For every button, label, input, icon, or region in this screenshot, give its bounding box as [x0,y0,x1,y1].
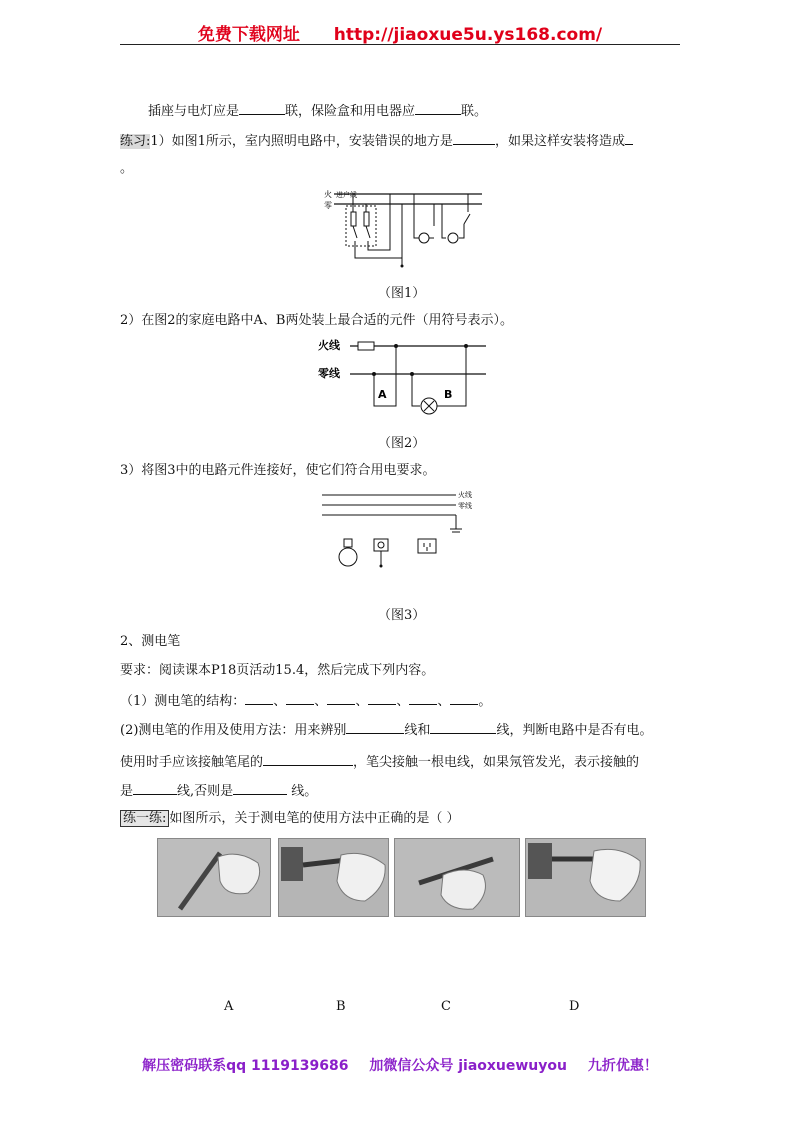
blank-2[interactable] [415,101,461,115]
header-url[interactable]: http://jiaoxue5u.ys168.com/ [333,25,603,45]
blank-q1-6[interactable] [450,691,478,705]
footer-qq: 解压密码联系qq 1119139686 [142,1058,349,1074]
photo-option-d[interactable] [525,838,646,917]
q4-text-a: 是 [120,784,134,799]
figure-1-diagram [322,186,488,272]
question-structure [120,691,491,711]
q2-text-c: 线，判断电路中是否有电。 [496,723,653,738]
practice-text: 如图所示，关于测电笔的使用方法中正确的是（ ） [169,811,460,826]
q3-text-a: 使用时手应该接触笔尾的 [120,755,264,770]
fig3-neutral-label: 零线 [458,502,472,510]
q2-text-a: (2)测电笔的作用及使用方法：用来辨别 [120,723,347,738]
fig2-live-label: 火线 [318,339,340,352]
fig1-meter-label: 进户线 [336,191,357,199]
figure-2-diagram [316,336,488,416]
figure-3-caption: （图3） [378,608,426,623]
figure-1-caption: （图1） [378,286,426,301]
fig2-neutral-label: 零线 [318,367,340,380]
q4-text-c: 线。 [287,784,318,799]
blank-1[interactable] [239,101,285,115]
section-2-requirement: 要求：阅读课本P18页活动15.4，然后完成下列内容。 [120,663,435,678]
q1-sep: 、 [355,694,369,709]
socket-question [148,101,487,121]
figure-2-caption: （图2） [378,436,426,451]
footer-discount: 九折优惠！ [587,1058,658,1074]
question-usage-3 [120,781,317,801]
q1-text: （1）测电笔的结构： [120,694,246,709]
blank-q1-2[interactable] [286,691,314,705]
figure-3-diagram [316,485,488,571]
blank-3[interactable] [453,131,495,145]
blank-q4-1[interactable] [133,781,177,795]
photo-option-b[interactable] [278,838,389,917]
fig1-neutral-label: 零 [324,201,332,210]
q1-sep: 、 [273,694,287,709]
socket-question-text-a: 插座与电灯应是 [148,104,240,119]
q3-text-b: ，笔尖接触一根电线，如果氖管发光，表示接触的 [353,755,640,770]
q4-text-b: 线,否则是 [177,784,234,799]
question-usage [120,720,652,740]
fig3-live-label: 火线 [458,491,472,499]
blank-q1-1[interactable] [245,691,273,705]
practice-label: 练一练: [120,810,169,827]
blank-q1-4[interactable] [368,691,396,705]
exercise-2: 2）在图2的家庭电路中A、B两处装上最合适的元件（用符号表示）。 [120,313,513,328]
blank-q1-5[interactable] [409,691,437,705]
fig1-live-label: 火 [324,190,332,199]
socket-question-text-b: 联，保险盒和用电器应 [285,104,416,119]
footer-wechat: 加微信公众号 jiaoxuewuyou [369,1058,567,1074]
fig2-slot-a: A [378,388,387,401]
blank-q1-3[interactable] [327,691,355,705]
header-site-name: 免费下载网址 [197,25,300,45]
option-c-label: C [441,999,451,1014]
q2-text-b: 线和 [404,723,431,738]
q1-sep: 、 [396,694,410,709]
option-b-label: B [336,999,346,1014]
blank-q2-2[interactable] [430,720,496,734]
option-d-label: D [569,999,580,1014]
exercise-1-text-a: 1）如图1所示，室内照明电路中，安装错误的地方是 [150,134,453,149]
exercise-3: 3）将图3中的电路元件连接好，使它们符合用电要求。 [120,463,436,478]
section-2-title: 2、测电笔 [120,634,181,649]
page-footer [0,1055,800,1075]
exercise-1 [120,131,633,151]
page-header [0,20,800,45]
question-usage-2 [120,752,639,772]
exercise-1-text-b: ，如果这样安装将造成 [494,134,625,149]
photo-option-c[interactable] [394,838,520,917]
fig2-slot-b: B [444,388,453,401]
exercise-1-end: 。 [120,161,134,176]
practice-question [120,810,460,828]
blank-q2-1[interactable] [346,720,404,734]
socket-question-text-c: 联。 [461,104,488,119]
q1-sep: 、 [314,694,328,709]
header-rule [120,44,680,45]
blank-q4-2[interactable] [233,781,287,795]
option-a-label: A [224,999,234,1014]
blank-4[interactable] [625,131,633,145]
photo-option-a[interactable] [157,838,271,917]
q1-end: 。 [478,694,492,709]
blank-q3[interactable] [263,752,353,766]
q1-sep: 、 [437,694,451,709]
exercise-label: 练习: [120,134,151,149]
